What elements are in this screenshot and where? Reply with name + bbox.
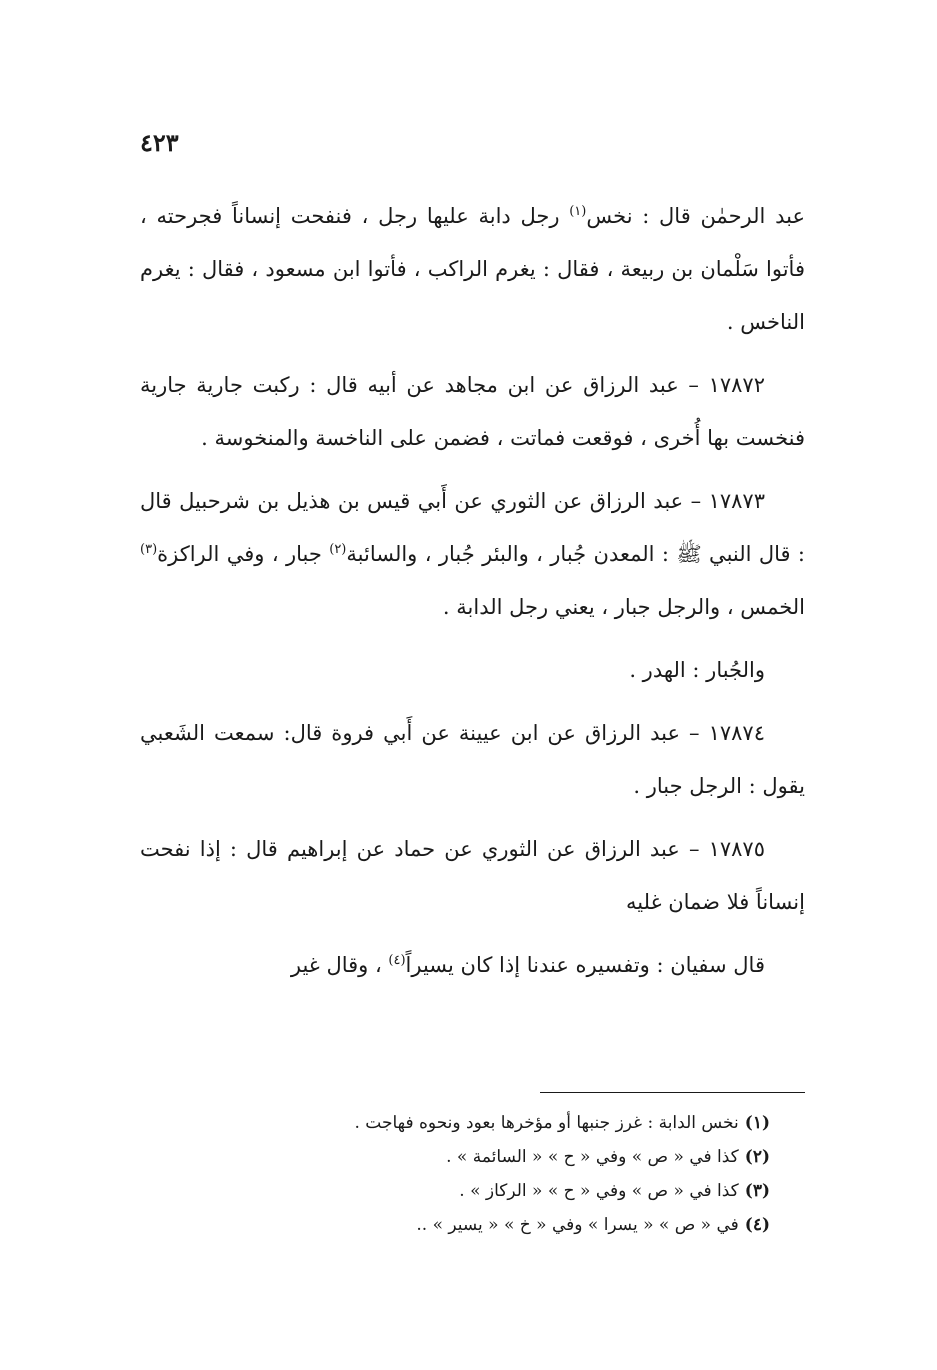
footnotes xyxy=(140,1106,770,1242)
footnote-2 xyxy=(140,1140,770,1174)
paragraph-text: رجل دابة عليها رجل ، فنفحت إنساناً فجرحته ، فأتوا سَلْمان بن ربيعة ، فقال : يغرم الراكب ، فأتوا ابن مسعود ، فقال : يغرم الناخس . xyxy=(140,204,805,334)
footnote-marker: (٣) xyxy=(140,542,158,557)
paragraph-text: ، وقال غير xyxy=(290,953,389,977)
footnote-text: كذا في « ص » وفي « ح » « الركاز » . xyxy=(459,1181,739,1201)
footnote-number: (٢) xyxy=(744,1147,770,1167)
paragraph-text: عبد الرحمٰن قال : نخس xyxy=(586,204,805,228)
definition-jubar xyxy=(140,644,805,697)
main-text xyxy=(140,190,805,992)
footnote-divider xyxy=(540,1092,805,1093)
paragraph-intro xyxy=(140,190,805,349)
footnote-4 xyxy=(140,1208,770,1242)
footnote-number: (١) xyxy=(744,1113,770,1133)
page-number: ٤٢٣ xyxy=(140,128,179,157)
paragraph-text: والجُبار : الهدر . xyxy=(629,658,765,682)
footnote-number: (٣) xyxy=(744,1181,770,1201)
footnote-3 xyxy=(140,1174,770,1208)
hadith-17873 xyxy=(140,475,805,634)
footnote-text: في « ص » « يسرا » وفي « خ » « يسير » .. xyxy=(416,1215,739,1235)
paragraph-text: ١٧٨٧٢ – عبد الرزاق عن ابن مجاهد عن أبيه قال : ركبت جارية جارية فنخست بها أُخرى ، فوقعت فماتت ، فضمن على الناخسة والمنخوسة . xyxy=(140,373,805,450)
paragraph-text: ١٧٨٧٤ – عبد الرزاق عن ابن عيينة عن أَبي فروة قال: سمعت الشَعبي يقول : الرجل جبار . xyxy=(140,721,805,798)
paragraph-text: والسائبة xyxy=(346,542,418,566)
hadith-17872 xyxy=(140,359,805,465)
footnote-1 xyxy=(140,1106,770,1140)
paragraph-text: ١٧٨٧٥ – عبد الرزاق عن الثوري عن حماد عن إبراهيم قال : إذا نفحت إنساناً فلا ضمان غليه xyxy=(140,837,805,914)
hadith-17875 xyxy=(140,823,805,929)
footnote-text: نخس الدابة : غرز جنبها أو مؤخرها بعود ونحوه فهاجت . xyxy=(354,1113,739,1133)
footnote-marker: (١) xyxy=(569,204,587,219)
paragraph-text: الخمس ، والرجل جبار ، يعني رجل الدابة . xyxy=(442,595,805,619)
paragraph-text: قال سفيان : وتفسيره عندنا إذا كان يسيراً xyxy=(405,953,765,977)
footnote-marker: (٢) xyxy=(329,542,347,557)
hadith-17874 xyxy=(140,707,805,813)
sufyan-commentary xyxy=(140,939,805,992)
footnote-text: كذا في « ص » وفي « ح » « السائمة » . xyxy=(446,1147,739,1167)
paragraph-text: ١٧٨٧٣ – عبد الرزاق عن الثوري عن أَبي قيس بن هذيل بن شرحبيل قال : قال النبي ﷺ : المعدن جُبار ، والبئر جُبار ، xyxy=(140,489,806,566)
paragraph-text: جبار ، وفي الراكزة xyxy=(157,542,330,566)
footnote-number: (٤) xyxy=(744,1215,770,1235)
footnote-marker: (٤) xyxy=(388,953,406,968)
